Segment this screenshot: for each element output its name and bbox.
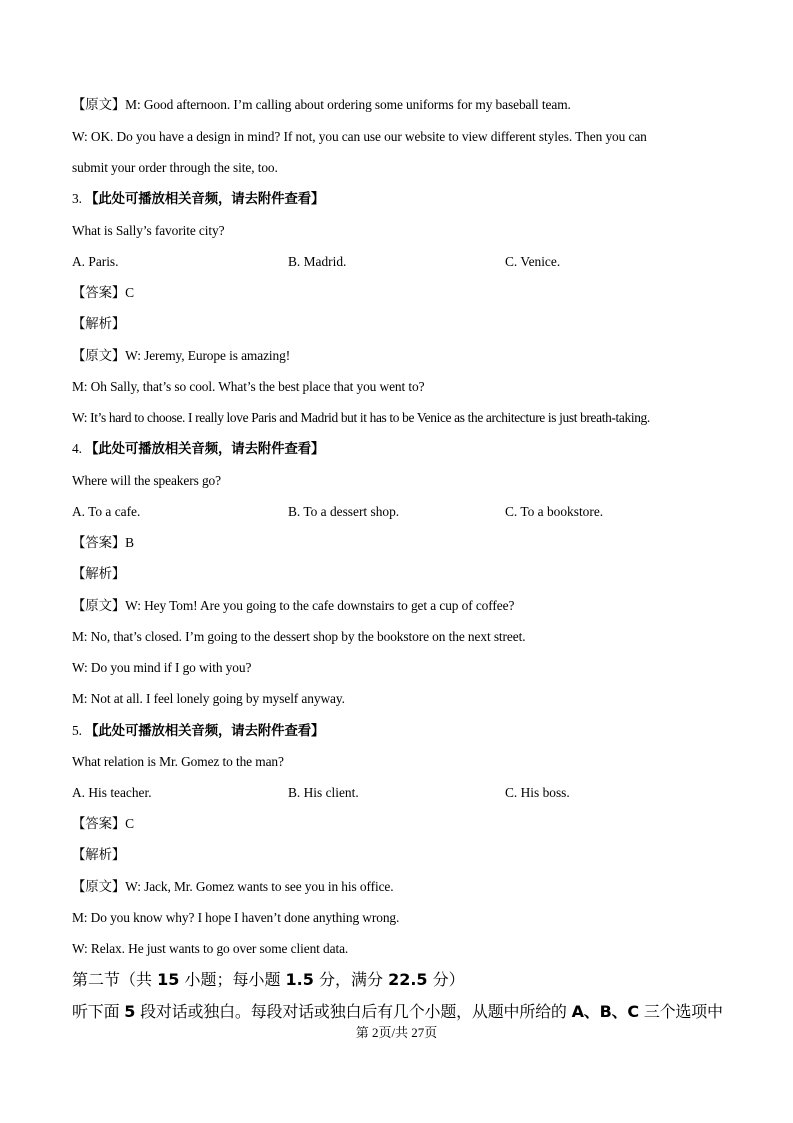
q5-transcript-line-1: 【原文】W: Jack, Mr. Gomez wants to see you in his office. <box>72 879 394 894</box>
q4-transcript-line-4: M: Not at all. I feel lonely going by myself anyway. <box>72 691 345 706</box>
q5-question: What relation is Mr. Gomez to the man? <box>72 754 284 769</box>
q5-analysis-label: 【解析】 <box>72 847 126 862</box>
q5-header <box>72 722 324 740</box>
q3-option-c: C. Venice. <box>505 254 561 269</box>
q5-transcript-line-2: M: Do you know why? I hope I haven’t done anything wrong. <box>72 910 400 925</box>
q3-analysis-label: 【解析】 <box>72 316 126 331</box>
answer-value: B <box>125 535 135 550</box>
q5-transcript-line-3: W: Relax. He just wants to go over some client data. <box>72 941 349 956</box>
answer-value: C <box>125 285 135 300</box>
q2-transcript-line-2: W: OK. Do you have a design in mind? If not, you can use our website to view different styles. Then you can <box>72 129 647 144</box>
q2-transcript-line-1: 【原文】M: Good afternoon. I’m calling about ordering some uniforms for my baseball team. <box>72 97 571 112</box>
q4-answer <box>72 534 134 552</box>
q4-transcript-line-2: M: No, that’s closed. I’m going to the dessert shop by the bookstore on the next street. <box>72 629 526 644</box>
answer-value: C <box>125 816 135 831</box>
transcript-label: 【原文】 <box>72 97 126 112</box>
q4-header <box>72 440 324 458</box>
transcript-label: 【原文】 <box>72 598 126 613</box>
q3-transcript-line-2: M: Oh Sally, that’s so cool. What’s the best place that you went to? <box>72 379 425 394</box>
audio-note: 【此处可播放相关音频，请去附件查看】 <box>85 723 325 738</box>
section-2-instructions: 听下面 5 段对话或独白。每段对话或独白后有几个小题，从题中所给的 A、B、C 三个选项中 <box>72 1002 723 1021</box>
q4-option-c: C. To a bookstore. <box>505 504 604 519</box>
q4-transcript-line-1: 【原文】W: Hey Tom! Are you going to the cafe downstairs to get a cup of coffee? <box>72 598 515 613</box>
section-2-heading: 第二节（共 15 小题；每小题 1.5 分，满分 22.5 分） <box>72 970 465 989</box>
q3-option-a: A. Paris. <box>72 254 119 269</box>
q5-option-c: C. His boss. <box>505 785 570 800</box>
q3-question: What is Sally’s favorite city? <box>72 223 225 238</box>
audio-note: 【此处可播放相关音频，请去附件查看】 <box>85 441 325 456</box>
q5-answer <box>72 815 134 833</box>
q4-option-b: B. To a dessert shop. <box>288 504 400 519</box>
answer-label: 【答案】 <box>72 816 126 831</box>
q4-option-a: A. To a cafe. <box>72 504 141 519</box>
question-number: 4. <box>72 441 82 456</box>
q3-option-b: B. Madrid. <box>288 254 347 269</box>
q2-transcript-line-3: submit your order through the site, too. <box>72 160 278 175</box>
question-number: 3. <box>72 191 82 206</box>
q4-question: Where will the speakers go? <box>72 473 221 488</box>
answer-label: 【答案】 <box>72 535 126 550</box>
q5-option-a: A. His teacher. <box>72 785 152 800</box>
q5-option-b: B. His client. <box>288 785 359 800</box>
q3-answer <box>72 284 134 302</box>
transcript-label: 【原文】 <box>72 879 126 894</box>
audio-note: 【此处可播放相关音频，请去附件查看】 <box>85 191 325 206</box>
q3-transcript-line-1: 【原文】W: Jeremy, Europe is amazing! <box>72 348 291 363</box>
page-footer: 第 2页/共 27页 <box>355 1025 438 1040</box>
q4-transcript-line-3: W: Do you mind if I go with you? <box>72 660 252 675</box>
q3-header <box>72 190 324 208</box>
answer-label: 【答案】 <box>72 285 126 300</box>
question-number: 5. <box>72 723 82 738</box>
transcript-label: 【原文】 <box>72 348 126 363</box>
q3-transcript-line-3: W: It’s hard to choose. I really love Paris and Madrid but it has to be Venice as the architecture is just breath-taking. <box>72 410 650 425</box>
q4-analysis-label: 【解析】 <box>72 566 126 581</box>
